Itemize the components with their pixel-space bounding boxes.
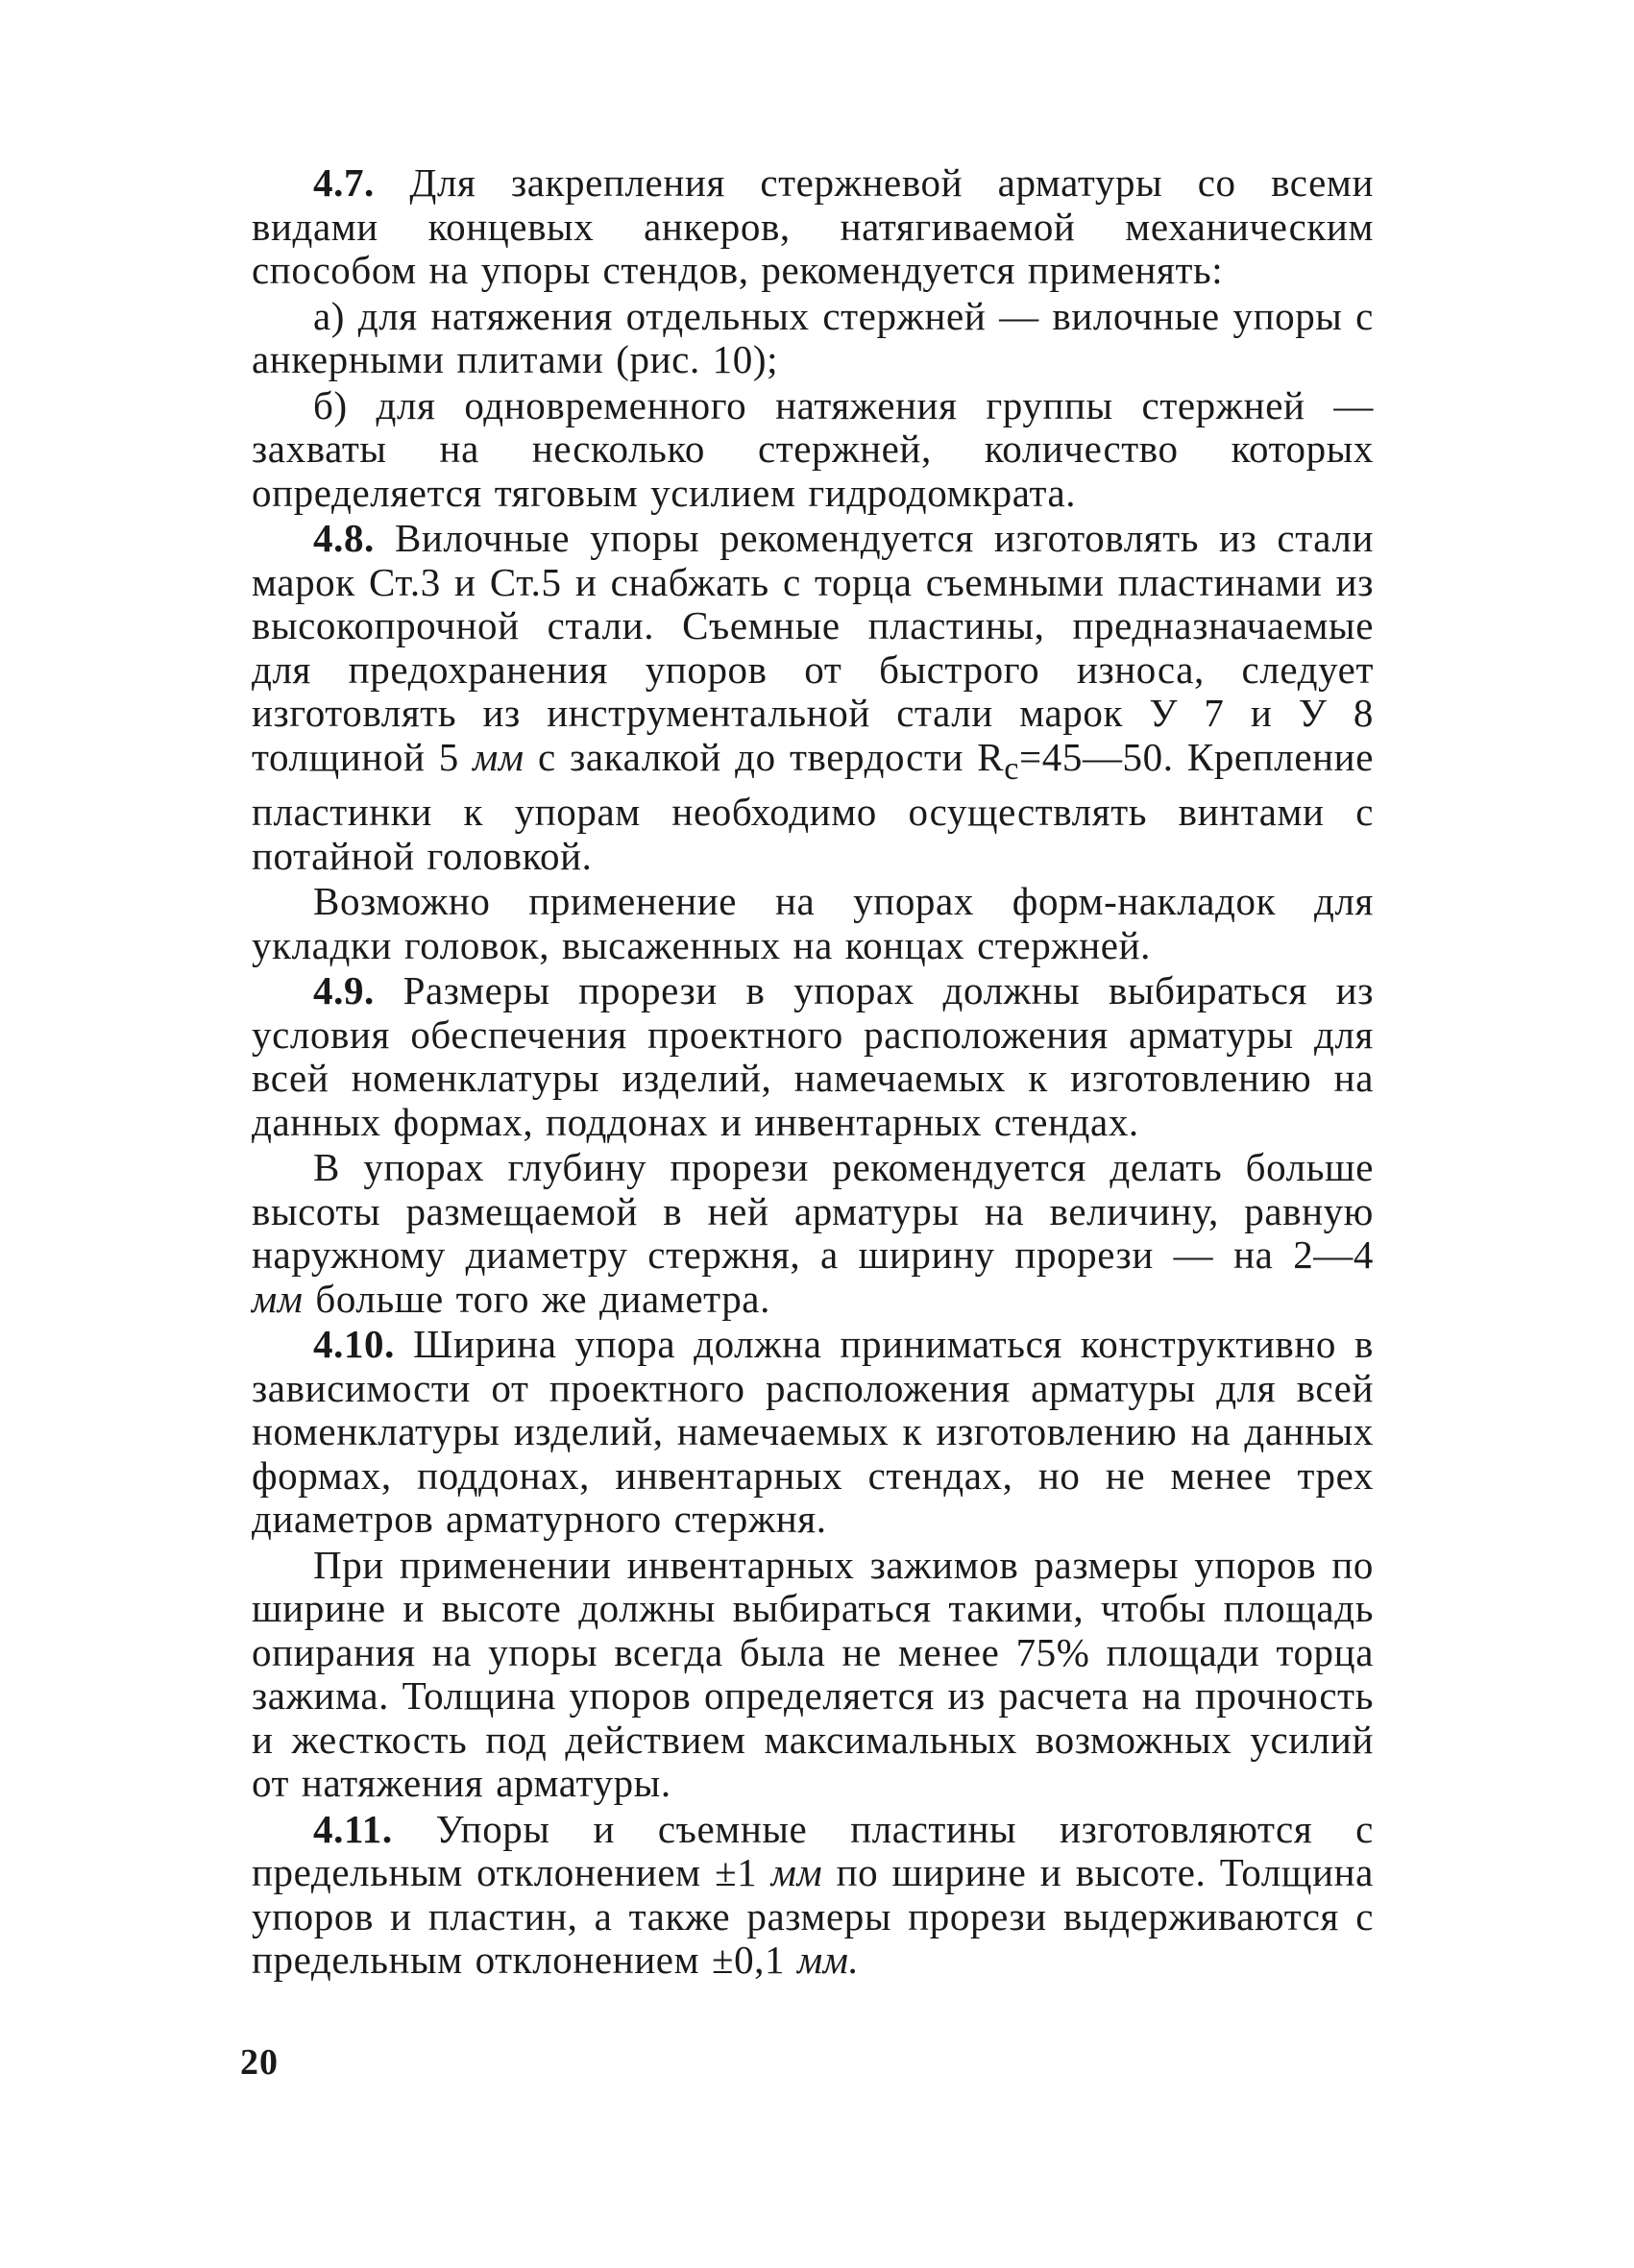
paragraph-4-9-slot-text-b: больше того же диаметра. — [315, 1276, 770, 1321]
unit-mm-final: мм. — [796, 1938, 860, 1983]
paragraph-4-10-text: Ширина упора должна приниматься конструктивно в зависимости от проектного расположения арматуры для всей номенклатуры изделий, намечаемых к изготовлению на данных формах, поддонах, инвентарных стендах, но не менее трех диаметров арматурного стержня. — [252, 1322, 1374, 1542]
paragraph-4-11-text-b: по ширине и высоте. Толщина упоров и пластин, а также размеры прорези выдерживаются с предельным отклонением ±0,1 — [252, 1850, 1374, 1983]
paragraph-4-7-item-a: а) для натяжения отдельных стержней — вилочные упоры с анкерными плитами (рис. 10); — [252, 293, 1374, 381]
unit-mm: мм — [473, 734, 524, 779]
paragraph-4-9-text: Размеры прорези в упорах должны выбираться из условия обеспечения проектного расположения арматуры для всей номенклатуры изделий, намечаемых к изготовлению на данных формах, поддонах и инвентарных стендах. — [252, 968, 1374, 1144]
paragraph-4-11 — [252, 1808, 1374, 1983]
paragraph-4-8-text-c: =45—50. Крепление пластинки к упорам необходимо осуществлять винтами с потайной головкой. — [252, 734, 1375, 878]
section-number-4-9: 4.9. — [313, 968, 375, 1013]
paragraph-4-7-item-b: б) для одновременного натяжения группы стержней — захваты на несколько стержней, количество которых определяется тяговым усилием гидродомкрата. — [252, 382, 1374, 515]
paragraph-4-8 — [252, 517, 1374, 878]
paragraph-4-8-text-b: с закалкой до твердости R — [538, 734, 1005, 779]
section-number-4-7: 4.7. — [313, 160, 375, 205]
paragraph-4-8-text-a: Вилочные упоры рекомендуется изготовлять из стали марок Ст.3 и Ст.5 и снабжать с торца съемными пластинами из высокопрочной стали. Съемные пластины, предназначаемые для предохранения упоров от быстрого износа, следует изготовлять из инструментальной стали марок У 7 и У 8 толщиной 5 — [252, 516, 1374, 779]
section-number-4-11: 4.11. — [313, 1806, 393, 1851]
document-body — [252, 161, 1374, 1985]
paragraph-4-8-note: Возможно применение на упорах форм-накладок для укладки головок, высаженных на концах стержней. — [252, 879, 1374, 967]
subscript-c: c — [1004, 750, 1020, 787]
paragraph-4-11-text-a: Упоры и съемные пластины изготовляются с предельным отклонением ±1 — [252, 1806, 1374, 1895]
paragraph-4-10 — [252, 1323, 1374, 1542]
paragraph-4-9-slot-text-a: В упорах глубину прорези рекомендуется делать больше высоты размещаемой в ней арматуры на величину, равную наружному диаметру стержня, а ширину прорези — на 2—4 — [252, 1145, 1374, 1278]
paragraph-4-7 — [252, 161, 1374, 293]
page-number: 20 — [240, 2042, 279, 2083]
unit-mm: мм — [252, 1276, 304, 1321]
paragraph-4-9-slot — [252, 1146, 1374, 1321]
unit-mm: мм — [770, 1850, 823, 1895]
section-number-4-10: 4.10. — [313, 1322, 395, 1367]
paragraph-4-10-clamps: При применении инвентарных зажимов размеры упоров по ширине и высоте должны выбираться такими, чтобы площадь опирания на упоры всегда была не менее 75% площади торца зажима. Толщина упоров определяется из расчета на прочность и жесткость под действием максимальных возможных усилий от натяжения арматуры. — [252, 1542, 1374, 1806]
paragraph-4-9 — [252, 969, 1374, 1144]
section-number-4-8: 4.8. — [313, 516, 375, 560]
paragraph-4-7-text: Для закрепления стержневой арматуры со всеми видами концевых анкеров, натягиваемой механическим способом на упоры стендов, рекомендуется применять: — [252, 160, 1374, 292]
